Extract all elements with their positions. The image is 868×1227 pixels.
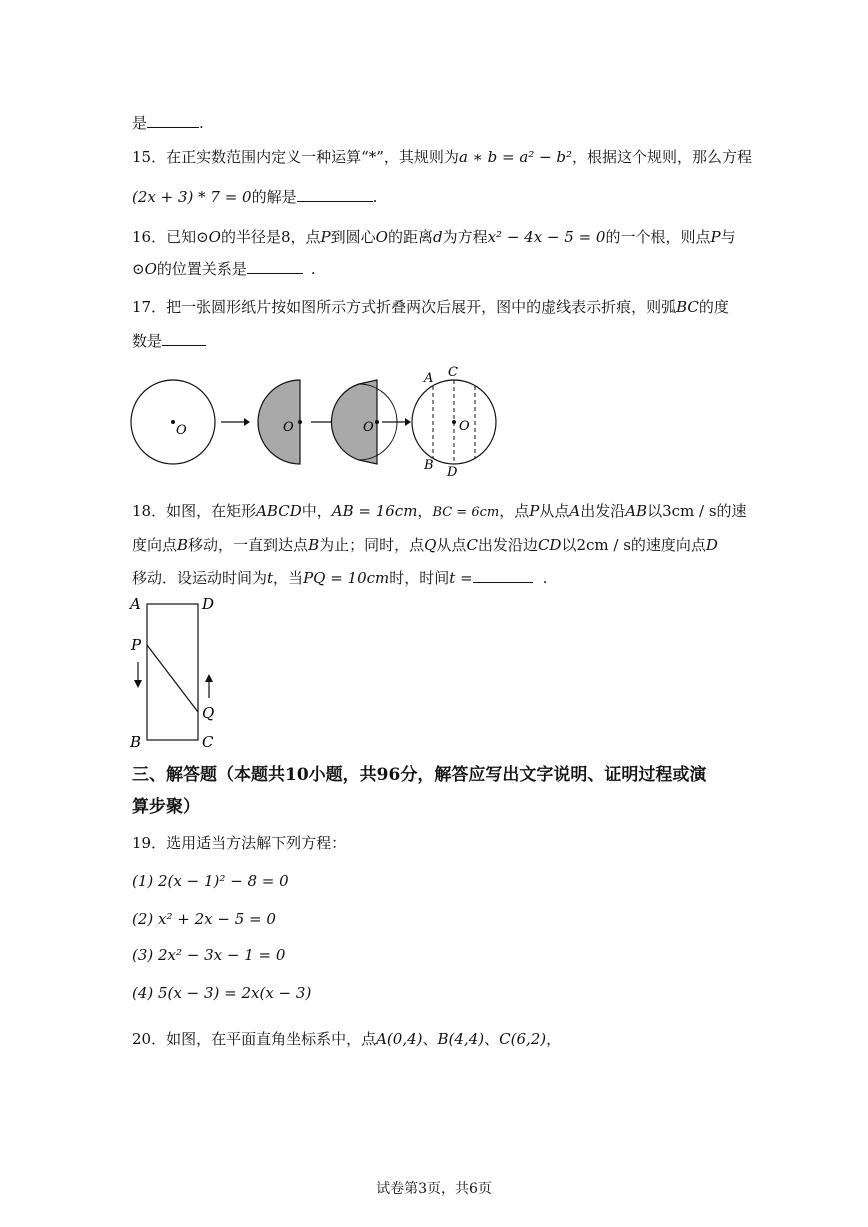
section-heading-line2: 算步聚） <box>132 797 200 817</box>
q19-item-1: (1) 2(x − 1)² − 8 = 0 <box>132 872 289 890</box>
label-Q: Q <box>202 704 215 722</box>
q20-line1: 20．如图，在平面直角坐标系中，点A(0,4)、B(4,4)、C(6,2)， <box>132 1030 562 1048</box>
label-D: D <box>202 595 215 613</box>
q18-rectangle-figure <box>125 592 225 754</box>
q15-equation: (2x + 3) * 7 = 0 <box>132 188 252 206</box>
label-B: B <box>130 733 142 751</box>
q17-line1: 17．把一张圆形纸片按如图所示方式折叠两次后展开，图中的虚线表示折痕，则弧BC的度 <box>132 298 729 316</box>
center-dot <box>375 420 379 424</box>
label-O3: O <box>363 420 374 435</box>
q14-prefix: 是 <box>132 114 148 132</box>
q19-item-4: (4) 5(x − 3) = 2x(x − 3) <box>132 984 312 1002</box>
arrow-3-head <box>405 418 411 426</box>
point-B: B(4,4) <box>437 1030 485 1048</box>
label-D: D <box>447 465 458 480</box>
half-circle <box>258 380 300 464</box>
q16-answer-blank <box>247 259 303 274</box>
center-dot <box>171 420 175 424</box>
section-heading-line1: 三、解答题（本题共10小题，共96分，解答应写出文字说明、证明过程或演 <box>132 765 707 785</box>
label-A: A <box>130 595 141 613</box>
q19-title: 19．选用适当方法解下列方程： <box>132 834 347 852</box>
label-C: C <box>448 365 458 380</box>
q16-line1: 16．已知⊙O的半径是8，点P到圆心O的距离d为方程x² − 4x − 5 = 0的一个根，则点P与 <box>132 228 736 246</box>
q17-answer-blank <box>162 331 206 346</box>
label-O4: O <box>459 419 470 434</box>
center-dot <box>452 420 456 424</box>
q17-folding-figure <box>120 362 510 482</box>
q19-item-3: (3) 2x² − 3x − 1 = 0 <box>132 946 286 964</box>
arrow-up-head <box>205 674 213 682</box>
q18-line3: 移动．设运动时间为t，当PQ = 10cm时，时间t = . <box>132 569 548 587</box>
q18-line1: 18．如图，在矩形ABCD中，AB = 16cm，BC = 6cm，点P从点A出发沿AB以3cm / s的速 <box>132 502 747 520</box>
point-A: A(0,4) <box>376 1030 423 1048</box>
arrow-1-head <box>244 418 250 426</box>
label-A: A <box>424 371 434 386</box>
q15-line2: (2x + 3) * 7 = 0的解是 . <box>132 188 378 206</box>
label-C: C <box>202 733 214 751</box>
rectangle-ABCD <box>147 604 198 740</box>
q18-line2: 度向点B移动，一直到达点B为止；同时，点Q从点C出发沿边CD以2cm / s的速度向点D <box>132 536 718 554</box>
label-O1: O <box>176 423 187 438</box>
q17-line2: 数是 <box>132 331 206 351</box>
label-B: B <box>424 458 434 473</box>
label-O2: O <box>283 420 294 435</box>
q15-line1: 15．在正实数范围内定义一种运算“*”，其规则为a ∗ b = a² − b²，根据这个规则，那么方程 <box>132 148 753 166</box>
q19-item-2: (2) x² + 2x − 5 = 0 <box>132 910 276 928</box>
page-footer: 试卷第3页，共6页 <box>376 1181 492 1197</box>
q16-line2: ⊙O的位置关系是 . <box>132 260 316 278</box>
point-C: C(6,2) <box>499 1030 547 1048</box>
center-dot <box>298 420 302 424</box>
q16-equation: x² − 4x − 5 = 0 <box>487 228 606 246</box>
label-P: P <box>131 636 142 654</box>
q14-answer-blank <box>147 113 199 128</box>
q15-answer-blank <box>297 187 373 202</box>
q15-rule: a ∗ b = a² − b² <box>458 148 572 166</box>
q14-tail: 是 . <box>132 114 204 132</box>
arrow-down-head <box>134 680 142 688</box>
segment-PQ <box>147 645 198 712</box>
q18-answer-blank <box>473 568 533 583</box>
